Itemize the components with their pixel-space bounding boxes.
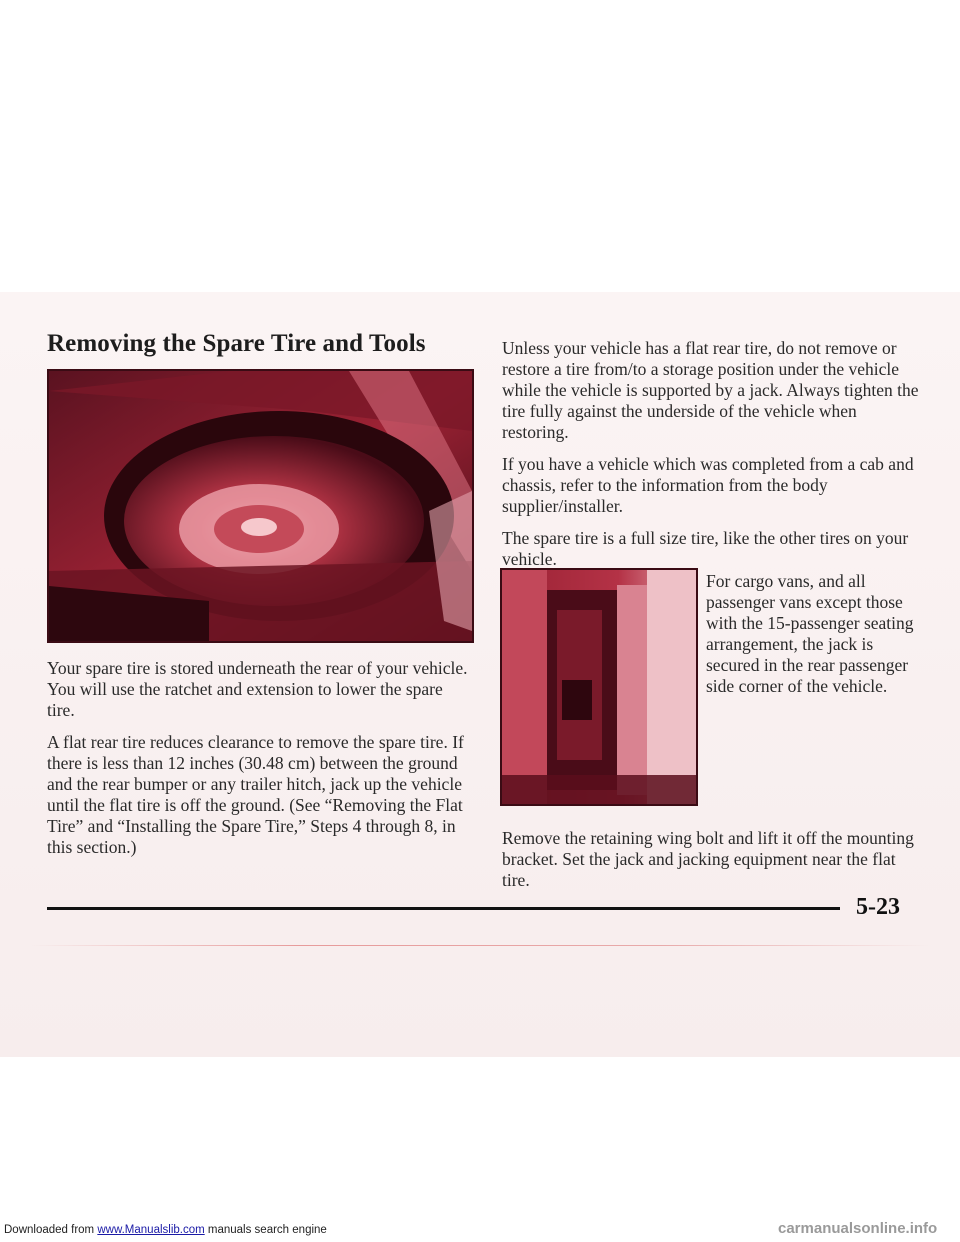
- footer-prefix: Downloaded from: [4, 1224, 98, 1236]
- watermark: carmanualsonline.info: [778, 1220, 938, 1237]
- jack-location-text: [706, 571, 921, 708]
- full-size-tire-paragraph: The spare tire is a full size tire, like the other tires on your vehicle.: [502, 528, 909, 569]
- download-footer: [4, 1224, 327, 1236]
- left-column-text: [47, 658, 472, 869]
- footer-suffix: manuals search engine: [204, 1224, 327, 1236]
- page-number: 5-23: [856, 894, 900, 920]
- manualslib-link[interactable]: www.Manualslib.com: [97, 1224, 205, 1236]
- scan-line: [30, 945, 930, 946]
- section-heading: Removing the Spare Tire and Tools: [47, 330, 426, 357]
- right-column-text: [502, 338, 922, 581]
- page-rule: [47, 907, 840, 910]
- spare-tire-photo: [47, 369, 474, 643]
- clearance-paragraph: A flat rear tire reduces clearance to remove the spare tire. If there is less than 12 inches (30.48 cm) between the ground and the rear bumper or any trailer hitch, jack up the vehicle until the flat tire is off the ground. (See “Removing the Flat Tire” and “Installing the Spare Tire,” Steps 4 through 8, in this section.): [47, 732, 464, 857]
- jack-location-paragraph: For cargo vans, and all passenger vans except those with the 15-passenger seating arrangement, the jack is secured in the rear passenger side corner of the vehicle.: [706, 571, 914, 696]
- jack-storage-photo: [500, 568, 698, 806]
- spare-tire-location-paragraph: Your spare tire is stored underneath the rear of your vehicle. You will use the ratchet and extension to lower the spare tire.: [47, 658, 468, 720]
- storage-warning-paragraph: Unless your vehicle has a flat rear tire, do not remove or restore a tire from/to a storage position under the vehicle while the vehicle is supported by a jack. Always tighten the tire fully against the underside of the vehicle when restoring.: [502, 338, 919, 442]
- cab-chassis-paragraph: If you have a vehicle which was completed from a cab and chassis, refer to the information from the body supplier/installer.: [502, 454, 914, 516]
- wing-bolt-paragraph: Remove the retaining wing bolt and lift it off the mounting bracket. Set the jack and jacking equipment near the flat tire.: [502, 828, 914, 890]
- wing-bolt-text: [502, 828, 922, 902]
